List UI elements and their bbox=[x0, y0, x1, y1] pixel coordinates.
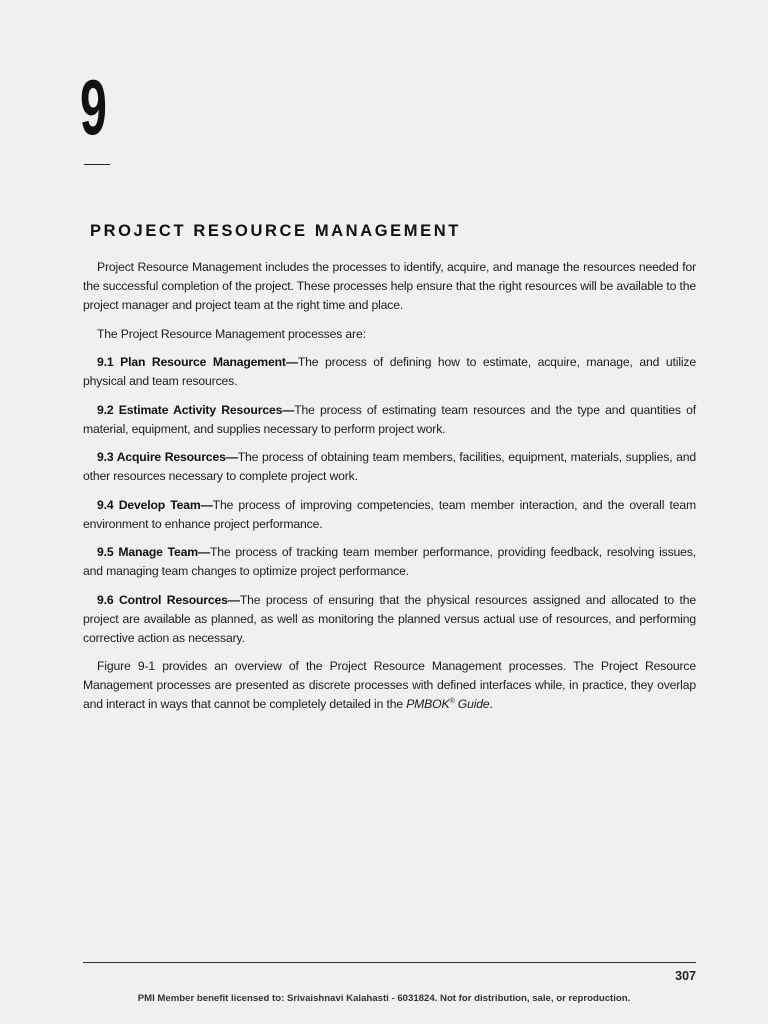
body-text bbox=[83, 258, 696, 724]
intro-paragraph: Project Resource Management includes the processes to identify, acquire, and manage the resources needed for the successful completion of the project. These processes help ensure that the right resources will be available to the project manager and project team at the right time and place. bbox=[83, 260, 696, 312]
footer-divider bbox=[83, 962, 696, 963]
process-term: 9.5 Manage Team— bbox=[97, 545, 210, 559]
process-item bbox=[83, 401, 696, 439]
process-item bbox=[83, 591, 696, 648]
process-item bbox=[83, 543, 696, 581]
process-description: The process of ensuring that the physical resources assigned and allocated to the project are available as planned, as well as monitoring the planned versus actual use of resources, and performing corrective action as necessary. bbox=[83, 592, 697, 645]
process-term: 9.3 Acquire Resources— bbox=[97, 450, 238, 464]
guide-word: Guide bbox=[454, 697, 490, 711]
process-description: The process of estimating team resources and the type and quantities of material, equipment, and supplies necessary to perform project work. bbox=[83, 402, 696, 436]
page-number: 307 bbox=[675, 969, 696, 983]
process-item bbox=[83, 448, 696, 486]
process-description: The process of obtaining team members, facilities, equipment, materials, supplies, and other resources necessary to complete project work. bbox=[83, 450, 696, 483]
process-term: 9.6 Control Resources— bbox=[97, 592, 240, 607]
chapter-title: PROJECT RESOURCE MANAGEMENT bbox=[90, 222, 461, 240]
license-notice: PMI Member benefit licensed to: Srivaishnavi Kalahasti - 6031824. Not for distribution, sale, or reproduction. bbox=[137, 993, 631, 1004]
process-description: The process of defining how to estimate, acquire, manage, and utilize physical and team resources. bbox=[83, 355, 697, 388]
chapter-number: 9 bbox=[80, 63, 107, 151]
guide-pmbok: PMBOK bbox=[406, 697, 450, 711]
process-item bbox=[83, 353, 696, 391]
closing-end: . bbox=[489, 697, 493, 711]
process-description: The process of improving competencies, team member interaction, and the overall team environment to enhance project performance. bbox=[83, 497, 696, 531]
processes-intro: The Project Resource Management processes are: bbox=[97, 326, 366, 341]
process-term: 9.1 Plan Resource Management— bbox=[97, 355, 298, 369]
process-term: 9.2 Estimate Activity Resources— bbox=[97, 402, 295, 417]
closing-paragraph bbox=[83, 657, 696, 714]
closing-text: Figure 9-1 provides an overview of the Project Resource Management processes. The Project Resource Management processes are presented as discrete processes with defined interfaces while, in practice, they overlap and interact in ways that cannot be completely detailed in the bbox=[83, 659, 696, 711]
registered-mark: ® bbox=[449, 697, 455, 705]
process-term: 9.4 Develop Team— bbox=[97, 497, 213, 512]
chapter-divider bbox=[84, 164, 110, 165]
process-item bbox=[83, 496, 696, 534]
guide-title bbox=[406, 697, 489, 711]
process-description: The process of tracking team member performance, providing feedback, resolving issues, and managing team changes to optimize project performance. bbox=[83, 545, 696, 578]
